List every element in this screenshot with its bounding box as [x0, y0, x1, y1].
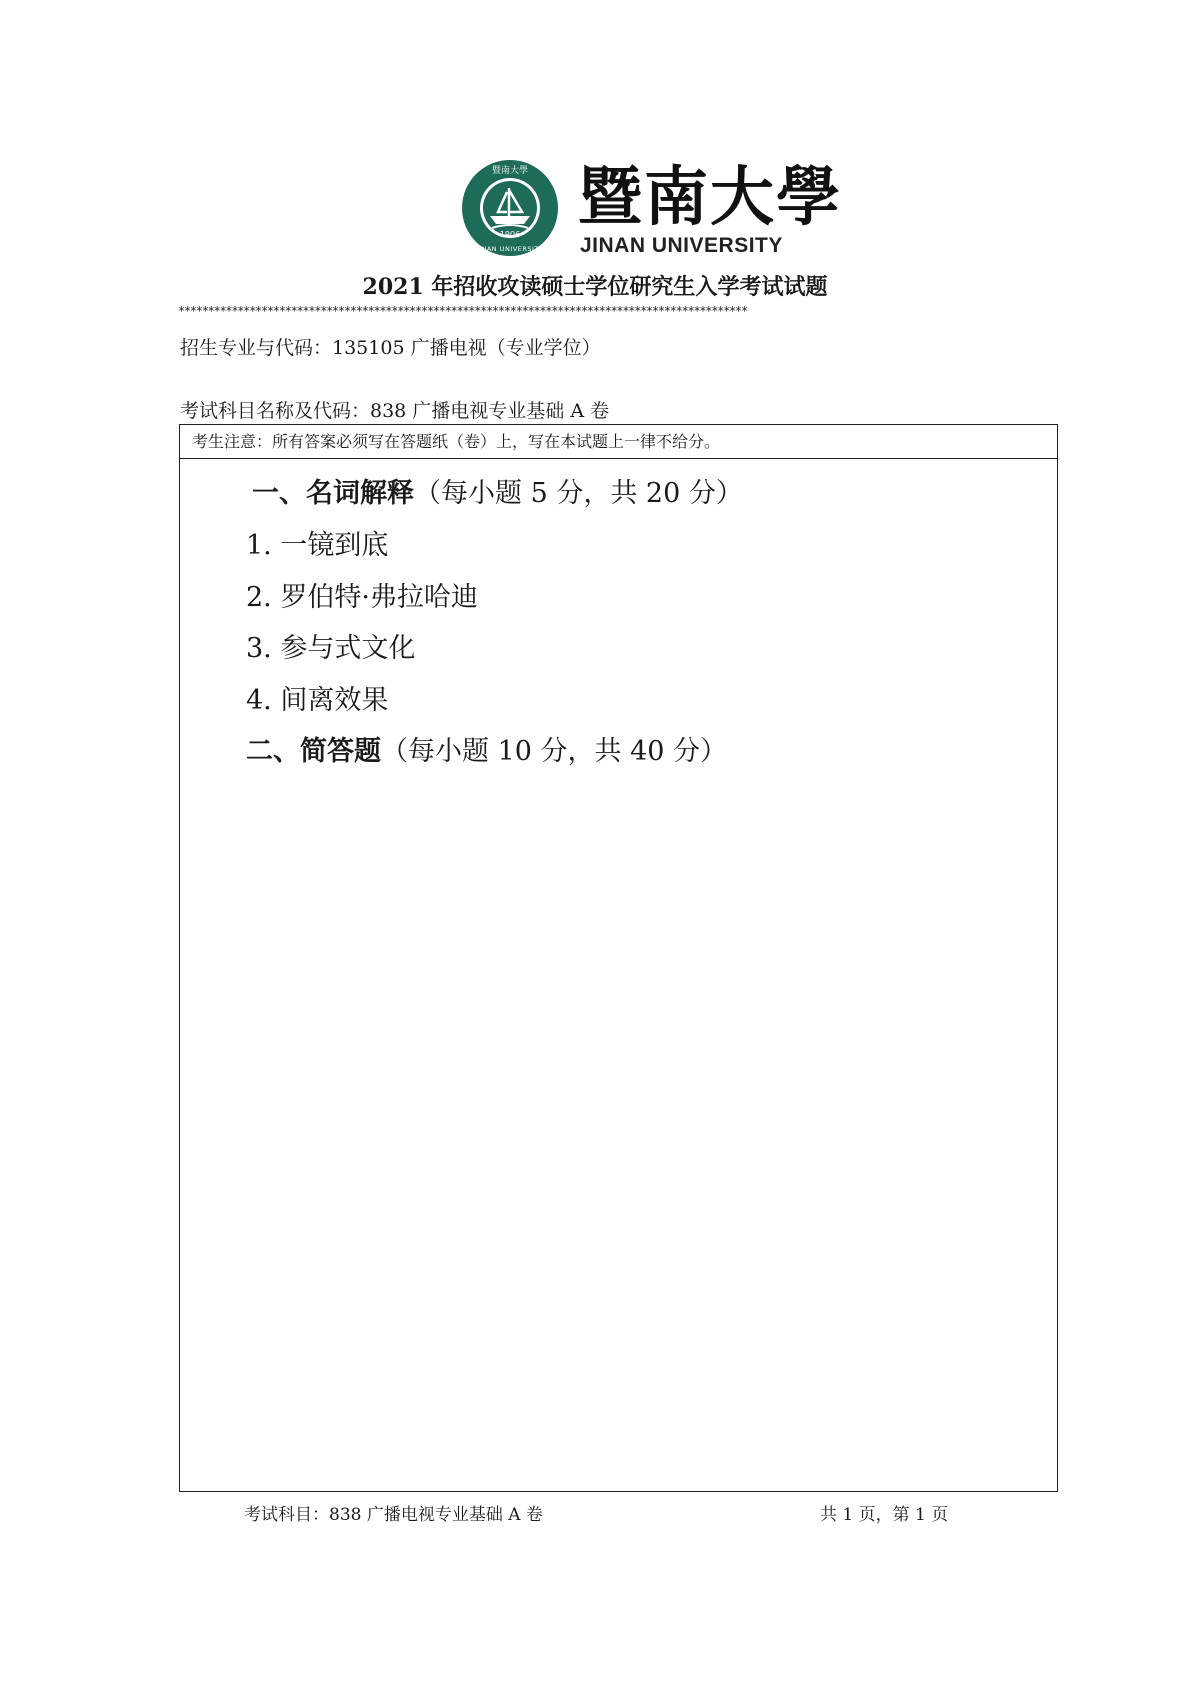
seal-text-bottom: JINAN UNIVERSITY [476, 245, 544, 253]
question-item: 4. 间离效果 [246, 685, 389, 716]
university-logo [460, 158, 842, 258]
notice-text: 考生注意：所有答案必须写在答题纸（卷）上，写在本试题上一律不给分。 [180, 425, 1057, 459]
seal-text-top: 暨南大學 [491, 166, 529, 176]
section-heading-2 [246, 729, 727, 768]
section-heading-1 [252, 471, 743, 510]
section-note: （每小题 5 分，共 20 分） [414, 478, 743, 509]
university-name-en: JINAN UNIVERSITY [580, 234, 783, 257]
university-seal-icon [460, 158, 560, 258]
section-label: 一、名词解释 [252, 478, 414, 509]
question-item: 2. 罗伯特·弗拉哈迪 [246, 582, 478, 613]
section-note: （每小题 10 分，共 40 分） [381, 736, 728, 767]
section-label: 二、简答题 [246, 736, 381, 767]
subject-line: 考试科目名称及代码：838 广播电视专业基础 A 卷 [180, 400, 610, 422]
separator-line: ************************************************************************************************ [178, 304, 747, 318]
question-item: 1. 一镜到底 [246, 530, 389, 561]
footer-page-number: 共 1 页，第 1 页 [820, 1505, 949, 1525]
question-item: 3. 参与式文化 [246, 633, 416, 664]
seal-year: 1906 [499, 230, 521, 239]
major-line: 招生专业与代码：135105 广播电视（专业学位） [180, 337, 601, 359]
university-name-cn: 暨南大學 [578, 160, 842, 235]
question-box [179, 424, 1058, 1492]
footer-subject: 考试科目：838 广播电视专业基础 A 卷 [244, 1505, 543, 1525]
exam-title: 2021 年招收攻读硕士学位研究生入学考试试题 [362, 274, 828, 300]
